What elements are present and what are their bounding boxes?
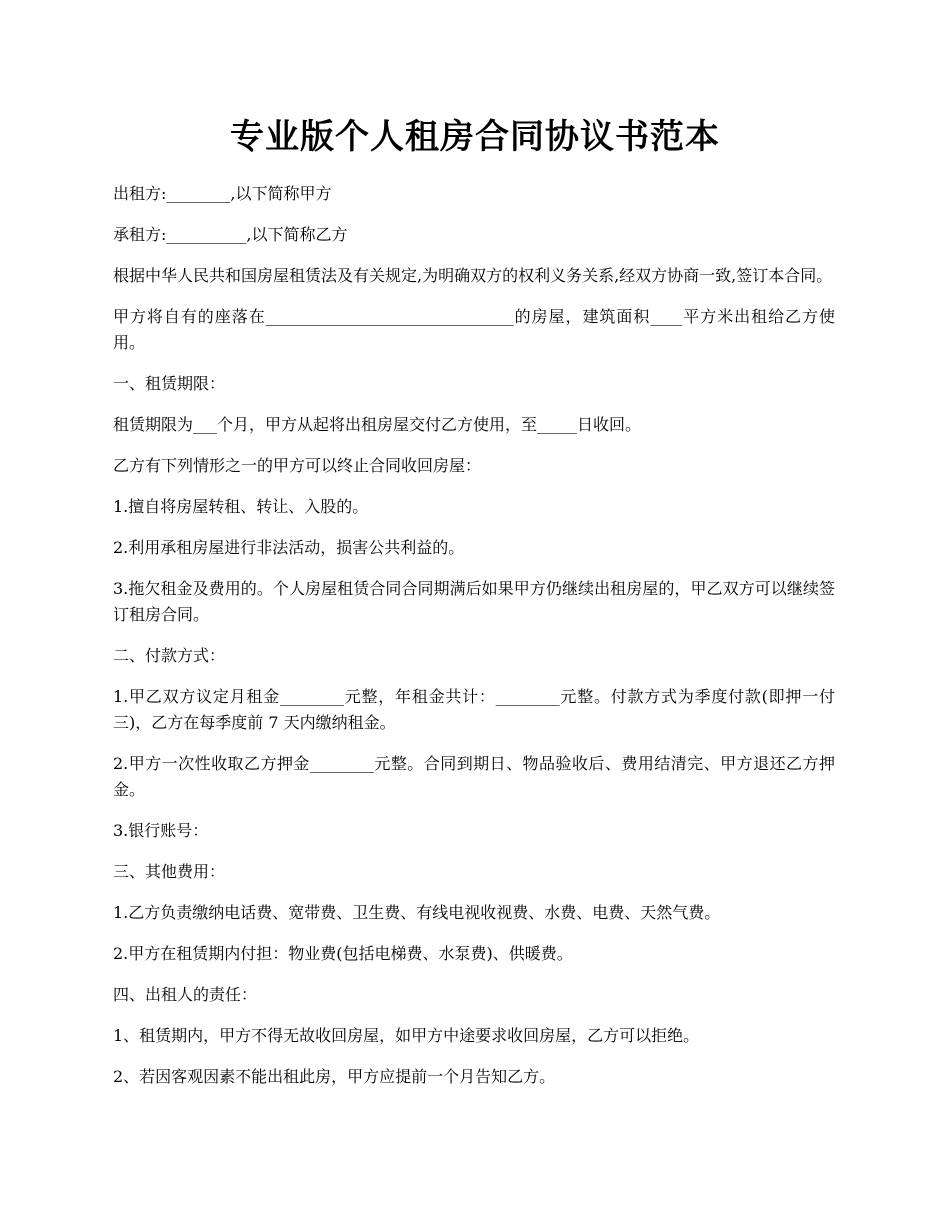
section-heading-lease-term: 一、租赁期限：: [113, 374, 226, 393]
lessor-duty-item-1: 1、租赁期内，甲方不得无故收回房屋，如甲方中途要求收回房屋，乙方可以拒绝。: [113, 1026, 700, 1045]
payment-item-3: 3.银行账号：: [113, 821, 209, 840]
section-heading-other-fees: 三、其他费用：: [113, 862, 226, 881]
fees-item-2: 2.甲方在租赁期内付担：物业费(包括电梯费、水泵费)、供暖费。: [113, 944, 573, 963]
lessor-duty-item-2: 2、若因客观因素不能出租此房，甲方应提前一个月告知乙方。: [113, 1067, 556, 1086]
lease-term-paragraph: 租赁期限为___个月，甲方从起将出租房屋交付乙方使用，至_____日收回。: [113, 415, 642, 434]
preamble-paragraph: 根据中华人民共和国房屋租赁法及有关规定,为明确双方的权利义务关系,经双方协商一致,签订本合同。: [113, 266, 833, 285]
document-body: [113, 181, 835, 1105]
termination-intro: 乙方有下列情形之一的甲方可以终止合同收回房屋：: [113, 456, 482, 475]
payment-item-2: 2.甲方一次性收取乙方押金________元整。合同到期日、物品验收后、费用结清完、甲方退还乙方押金。: [113, 754, 835, 799]
termination-item-3: 3.拖欠租金及费用的。个人房屋租赁合同合同期满后如果甲方仍继续出租房屋的，甲乙双方可以继续签订租房合同。: [113, 579, 835, 624]
section-heading-lessor-duties: 四、出租人的责任：: [113, 985, 258, 1004]
termination-item-2: 2.利用承租房屋进行非法活动，损害公共利益的。: [113, 538, 465, 557]
payment-item-1: 1.甲乙双方议定月租金________元整，年租金共计：________元整。付款方式为季度付款(即押一付三)，乙方在每季度前 7 天内缴纳租金。: [113, 687, 835, 732]
lessor-line: 出租方:________,以下简称甲方: [113, 184, 332, 203]
document-title: 专业版个人租房合同协议书范本: [230, 117, 720, 157]
fees-item-1: 1.乙方负责缴纳电话费、宽带费、卫生费、有线电视收视费、水费、电费、天然气费。: [113, 903, 721, 922]
lessee-line: 承租方:__________,以下简称乙方: [113, 225, 348, 244]
property-paragraph: 甲方将自有的座落在_______________________________的房屋，建筑面积____平方米出租给乙方使用。: [113, 307, 835, 352]
termination-item-1: 1.擅自将房屋转租、转让、入股的。: [113, 497, 369, 516]
section-heading-payment: 二、付款方式：: [113, 646, 226, 665]
